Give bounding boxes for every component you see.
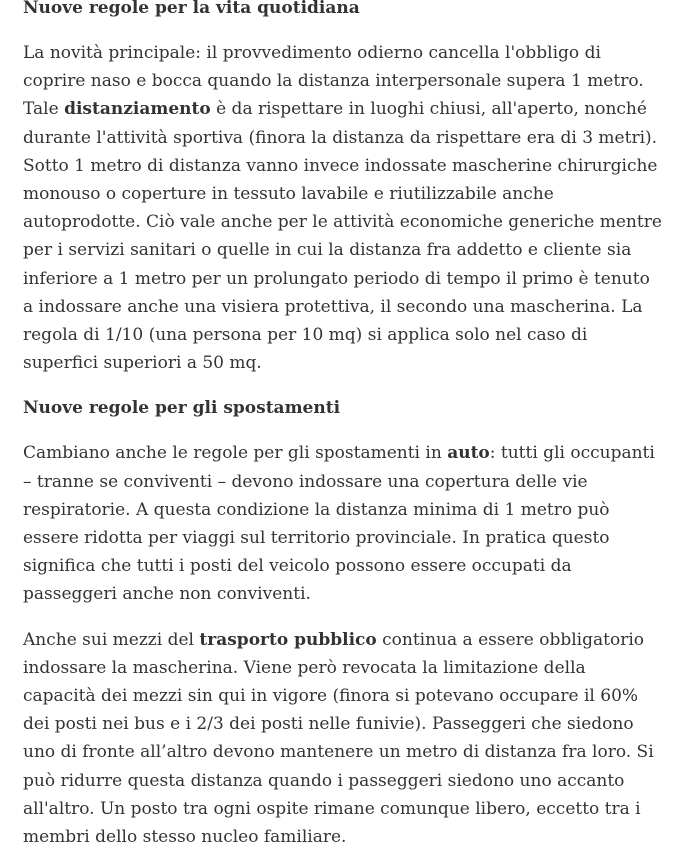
article-body <box>23 0 663 851</box>
paragraph-public-transport-rules <box>23 626 663 852</box>
paragraph-daily-rules <box>23 39 663 377</box>
paragraph-text: : tutti gli occupanti – tranne se conviventi – devono indossare una copertura delle vie respiratorie. A questa condizione la distanza minima di 1 metro può essere ridotta per viaggi sul territorio provinciale. In pratica questo significa che tutti i posti del veicolo possono essere occupati da passeggeri anche non conviventi. <box>23 443 655 605</box>
paragraph-text: La novità principale: il provvedimento odierno cancella l'obbligo di coprire naso e bocca quando la distanza interpersonale supera 1 metro. <box>23 43 644 92</box>
paragraph-text: continua a essere obbligatorio indossare la mascherina. Viene però revocata la limitazione della capacità dei mezzi sin qui in vigore (finora si potevano occupare il 60% dei posti nei bus e i 2/3 dei posti nelle funivie). Passeggeri che siedono uno di fronte all’altro devono mantenere un metro di distanza fra loro. Si può ridurre questa distanza quando i passeggeri siedono uno accanto all'altro. Un posto tra ogni ospite rimane comunque libero, eccetto tra i membri dello stesso nucleo familiare. <box>23 629 654 848</box>
paragraph-text: Cambiano anche le regole per gli spostamenti in <box>23 443 448 464</box>
paragraph-car-rules <box>23 439 663 608</box>
emphasis-auto: auto <box>447 443 490 464</box>
section-heading-travel: Nuove regole per gli spostamenti <box>23 398 341 419</box>
emphasis-distanziamento: distanziamento <box>64 99 211 120</box>
emphasis-public-transport: trasporto pubblico <box>199 629 377 650</box>
paragraph-text: Anche sui mezzi del <box>23 629 200 650</box>
paragraph-text: Tale <box>23 99 65 120</box>
section-heading-daily-life: Nuove regole per la vita quotidiana <box>23 0 360 18</box>
paragraph-text: è da rispettare in luoghi chiusi, all'aperto, nonché durante l'attività sportiva (finora la distanza da rispettare era di 3 metri). Sotto 1 metro di distanza vanno invece indossate mascherine chirurgiche monouso o coperture in tessuto lavabile e riutilizzabile anche autoprodotte. Ciò vale anche per le attività economiche generiche mentre per i servizi sanitari o quelle in cui la distanza fra addetto e cliente sia inferiore a 1 metro per un prolungato periodo di tempo il primo è tenuto a indossare anche una visiera protettiva, il secondo una mascherina. La regola di 1/10 (una persona per 10 mq) si applica solo nel caso di superfici superiori a 50 mq. <box>23 99 662 374</box>
